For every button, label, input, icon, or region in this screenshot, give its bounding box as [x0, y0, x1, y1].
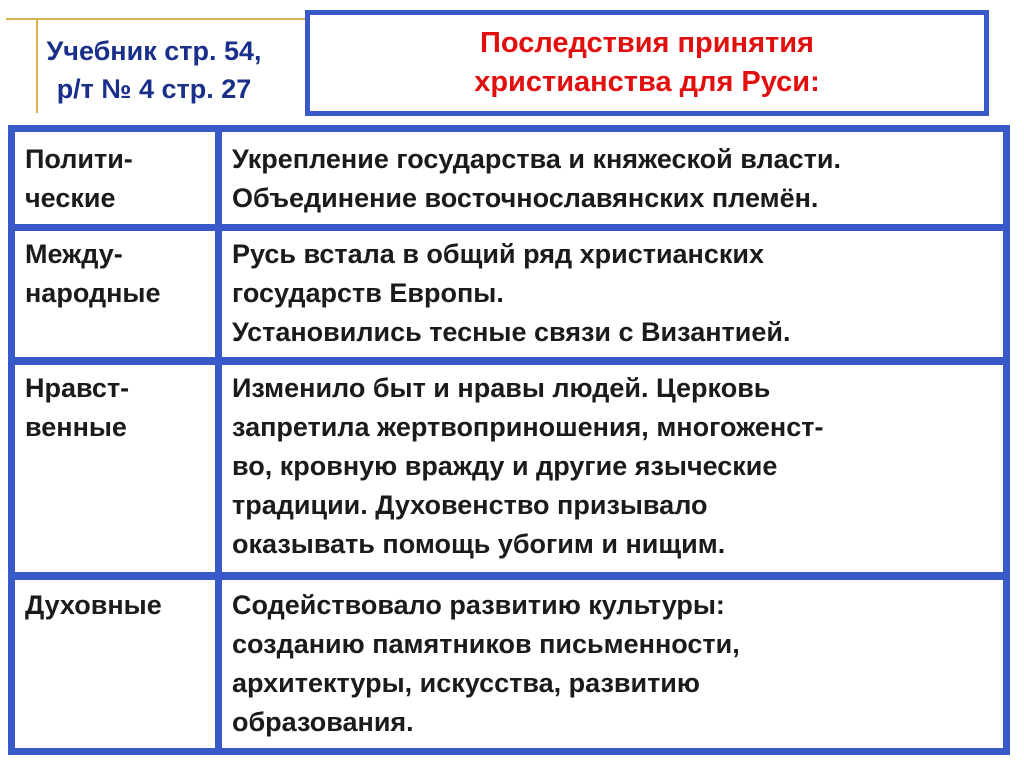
description-line: традиции. Духовенство призывало	[232, 490, 708, 520]
category-cell-spiritual	[15, 580, 215, 748]
reference-line: р/т № 4 стр. 27	[56, 74, 252, 104]
category-cell-international	[15, 231, 215, 357]
consequences-table	[8, 125, 1010, 755]
page-title-line: христианства для Руси:	[474, 66, 820, 98]
description-line: Изменило быт и нравы людей. Церковь	[232, 373, 771, 403]
category-cell-moral	[15, 365, 215, 572]
category-label-line: Нравст-	[25, 373, 130, 403]
description-cell-moral	[222, 365, 1003, 572]
description-cell-spiritual	[222, 580, 1003, 748]
description-line: запретила жертвоприношения, многоженст-	[232, 412, 824, 442]
description-line: Объединение восточнославянских племён.	[232, 183, 819, 213]
category-label-line: народные	[25, 278, 161, 308]
category-label-line: Полити-	[25, 144, 133, 174]
title-box	[305, 10, 989, 116]
reference-line: Учебник стр. 54,	[46, 36, 262, 66]
description-line: образования.	[232, 707, 414, 737]
description-cell-international	[222, 231, 1003, 357]
description-line: оказывать помощь убогим и нищим.	[232, 529, 726, 559]
category-label-line: Между-	[25, 239, 123, 269]
description-line: государств Европы.	[232, 278, 504, 308]
description-line: Содействовало развитию культуры:	[232, 590, 725, 620]
category-label-line: венные	[25, 412, 127, 442]
description-line: созданию памятников письменности,	[232, 629, 740, 659]
description-line: во, кровную вражду и другие языческие	[232, 451, 778, 481]
description-line: Установились тесные связи с Византией.	[232, 317, 791, 347]
description-line: архитектуры, искусства, развитию	[232, 668, 700, 698]
page-title-line: Последствия принятия	[480, 27, 814, 59]
category-label-line: ческие	[25, 183, 116, 213]
description-line: Укрепление государства и княжеской власти.	[232, 144, 842, 174]
description-line: Русь встала в общий ряд христианских	[232, 239, 765, 269]
category-cell-political	[15, 132, 215, 224]
category-label-line: Духовные	[25, 590, 162, 620]
textbook-reference	[14, 32, 294, 108]
description-cell-political	[222, 132, 1003, 224]
